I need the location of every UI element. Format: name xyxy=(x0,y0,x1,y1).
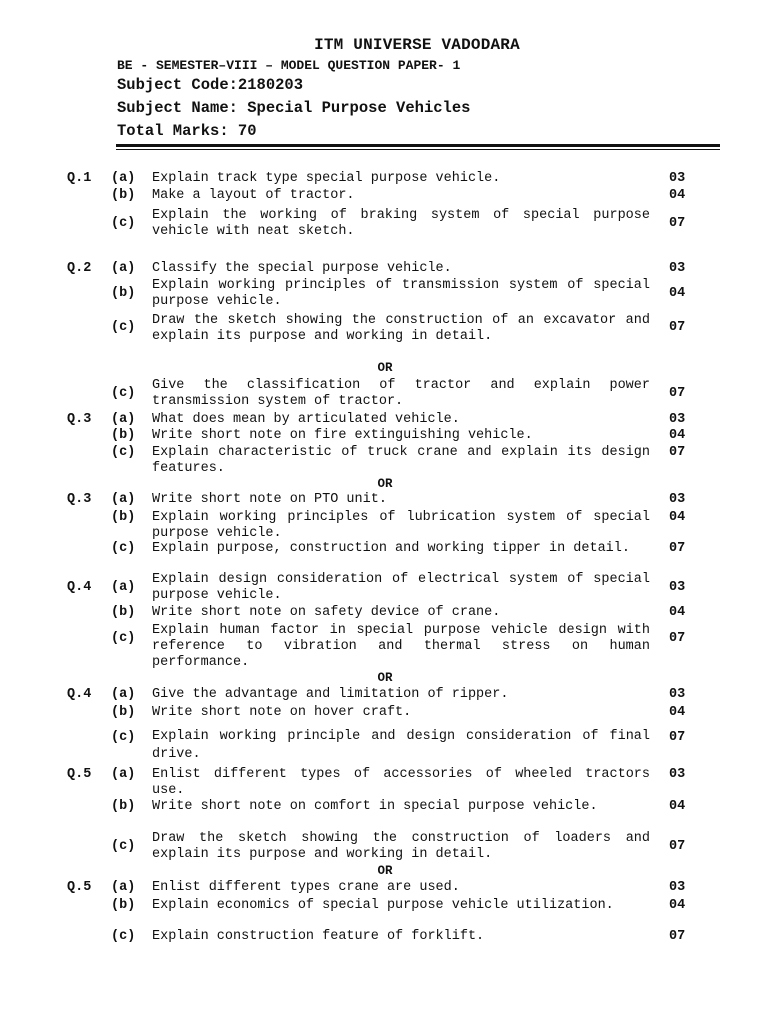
question-text: Write short note on comfort in special purpose vehicle. xyxy=(152,799,598,814)
question-marks: 04 xyxy=(669,898,686,913)
question-marks: 03 xyxy=(669,261,686,276)
question-number: Q.3 xyxy=(67,492,92,507)
or-separator: OR xyxy=(377,361,393,375)
part-label: (c) xyxy=(111,730,136,745)
question-text: Explain working principle and design consideration of final drive. xyxy=(152,729,650,762)
part-label: (b) xyxy=(111,188,136,203)
part-label: (a) xyxy=(111,687,136,702)
question-marks: 07 xyxy=(669,445,686,460)
part-label: (b) xyxy=(111,799,136,814)
question-marks: 03 xyxy=(669,171,686,186)
question-marks: 04 xyxy=(669,705,686,720)
question-text: Enlist different types of accessories of wheeled tractors use. xyxy=(152,767,650,798)
question-text: Explain economics of special purpose vehicle utilization. xyxy=(152,898,614,913)
question-text: Write short note on safety device of crane. xyxy=(152,605,501,620)
question-text: Explain construction feature of forklift. xyxy=(152,929,485,944)
question-marks: 03 xyxy=(669,412,686,427)
question-text: Explain design consideration of electrical system of special purpose vehicle. xyxy=(152,572,650,603)
question-marks: 04 xyxy=(669,188,686,203)
part-label: (c) xyxy=(111,631,136,646)
question-marks: 04 xyxy=(669,428,686,443)
paper-subtitle: BE - SEMESTER–VIII – MODEL QUESTION PAPER- 1 xyxy=(117,58,461,73)
part-label: (c) xyxy=(111,929,136,944)
part-label: (b) xyxy=(111,705,136,720)
or-separator: OR xyxy=(377,864,393,878)
total-marks: Total Marks: 70 xyxy=(117,122,257,140)
part-label: (c) xyxy=(111,216,136,231)
part-label: (a) xyxy=(111,767,136,782)
header-divider-thick xyxy=(116,144,720,147)
part-label: (b) xyxy=(111,428,136,443)
question-marks: 04 xyxy=(669,605,686,620)
part-label: (c) xyxy=(111,386,136,401)
question-text: Enlist different types crane are used. xyxy=(152,880,460,895)
question-marks: 04 xyxy=(669,510,686,525)
part-label: (c) xyxy=(111,320,136,335)
question-text: Explain purpose, construction and working tipper in detail. xyxy=(152,541,630,556)
header-divider-thin xyxy=(116,149,720,150)
part-label: (a) xyxy=(111,880,136,895)
part-label: (b) xyxy=(111,286,136,301)
question-number: Q.4 xyxy=(67,580,92,595)
question-text: Write short note on hover craft. xyxy=(152,705,412,720)
question-marks: 03 xyxy=(669,687,686,702)
or-separator: OR xyxy=(377,477,393,491)
question-number: Q.5 xyxy=(67,767,92,782)
subject-code: Subject Code:2180203 xyxy=(117,76,304,94)
question-marks: 07 xyxy=(669,541,686,556)
question-marks: 07 xyxy=(669,839,686,854)
part-label: (c) xyxy=(111,541,136,556)
question-marks: 04 xyxy=(669,286,686,301)
question-number: Q.2 xyxy=(67,261,92,276)
part-label: (b) xyxy=(111,898,136,913)
paper-header xyxy=(0,36,768,140)
question-text: Give the advantage and limitation of ripper. xyxy=(152,687,509,702)
question-text: Explain the working of braking system of special purpose vehicle with neat sketch. xyxy=(152,208,650,239)
part-label: (a) xyxy=(111,171,136,186)
question-number: Q.1 xyxy=(67,171,92,186)
question-text: Explain working principles of transmission system of special purpose vehicle. xyxy=(152,278,650,309)
question-marks: 04 xyxy=(669,799,686,814)
part-label: (b) xyxy=(111,605,136,620)
part-label: (a) xyxy=(111,492,136,507)
question-text: Explain track type special purpose vehicle. xyxy=(152,171,501,186)
question-marks: 03 xyxy=(669,580,686,595)
question-number: Q.3 xyxy=(67,412,92,427)
subject-name: Subject Name: Special Purpose Vehicles xyxy=(117,99,471,117)
question-text: Classify the special purpose vehicle. xyxy=(152,261,452,276)
or-separator: OR xyxy=(377,671,393,685)
question-marks: 07 xyxy=(669,386,686,401)
question-number: Q.4 xyxy=(67,687,92,702)
part-label: (b) xyxy=(111,510,136,525)
institute-title: ITM UNIVERSE VADODARA xyxy=(314,36,520,54)
question-text: Explain working principles of lubrication system of special purpose vehicle. xyxy=(152,510,650,541)
question-text: Explain human factor in special purpose vehicle design with reference to vibration and thermal stress on human performance. xyxy=(152,623,650,670)
part-label: (c) xyxy=(111,445,136,460)
question-marks: 07 xyxy=(669,730,686,745)
question-text: Write short note on fire extinguishing vehicle. xyxy=(152,428,533,443)
part-label: (a) xyxy=(111,261,136,276)
question-text: Give the classification of tractor and explain power transmission system of tractor. xyxy=(152,378,650,409)
question-marks: 07 xyxy=(669,929,686,944)
question-marks: 03 xyxy=(669,767,686,782)
question-number: Q.5 xyxy=(67,880,92,895)
question-marks: 07 xyxy=(669,216,686,231)
question-text: Draw the sketch showing the construction of an excavator and explain its purpose and working in detail. xyxy=(152,313,650,344)
question-text: Draw the sketch showing the construction of loaders and explain its purpose and working in detail. xyxy=(152,831,650,862)
question-marks: 03 xyxy=(669,880,686,895)
question-text: What does mean by articulated vehicle. xyxy=(152,412,460,427)
question-marks: 07 xyxy=(669,631,686,646)
part-label: (a) xyxy=(111,580,136,595)
part-label: (c) xyxy=(111,839,136,854)
question-text: Explain characteristic of truck crane and explain its design features. xyxy=(152,445,650,476)
question-marks: 07 xyxy=(669,320,686,335)
question-text: Make a layout of tractor. xyxy=(152,188,355,203)
question-text: Write short note on PTO unit. xyxy=(152,492,387,507)
question-marks: 03 xyxy=(669,492,686,507)
part-label: (a) xyxy=(111,412,136,427)
